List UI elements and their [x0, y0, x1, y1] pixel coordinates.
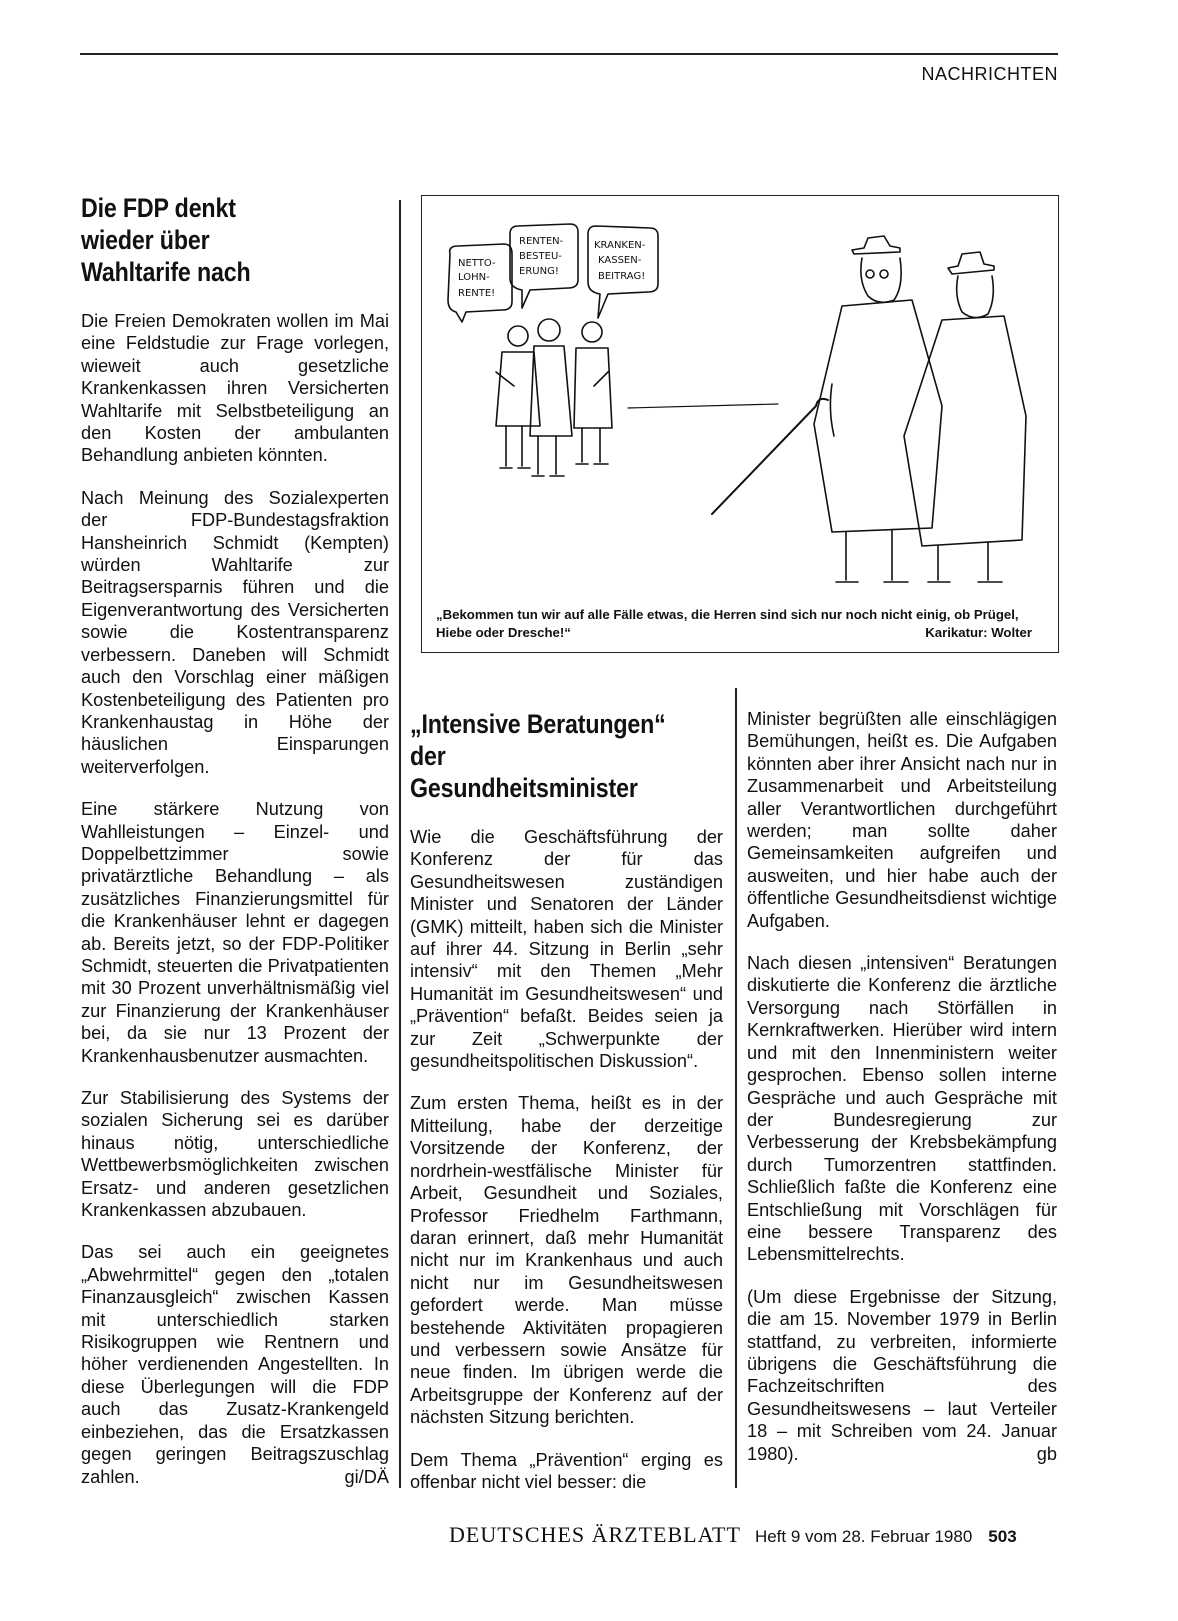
issue-info: Heft 9 vom 28. Februar 1980 [754, 1527, 973, 1546]
paragraph-last [747, 1286, 1057, 1465]
cartoon-caption [436, 606, 1032, 642]
paragraph: Zur Stabilisierung des Systems der sozialen Sicherung sei es darüber hinaus nötig, unterschiedliche Wettbewerbsmöglichkeiten zwischen Ersatz- und anderen gesetzlichen Krankenkassen abzubauen. [81, 1088, 389, 1221]
bubble-1-line: NETTO- [458, 258, 496, 269]
paragraph: Die Freien Demokraten wollen im Mai eine Feldstudie zur Frage vorlegen, wieweit auch gesetzliche Krankenkassen ihren Versicherten Wahltarife mit Selbstbeteiligung an den Kosten der ambulanten Behandlung anbieten könnten. [81, 311, 389, 466]
column-divider [399, 200, 401, 1488]
bubble-2-line: RENTEN- [519, 236, 564, 247]
cartoon-drawing [422, 196, 1058, 596]
article-fdp-headline [81, 192, 346, 288]
doctor-figure-1 [712, 236, 942, 582]
paragraph: Eine stärkere Nutzung von Wahlleistungen – Einzel- und Doppelbettzimmer sowie privatärztliche Behandlung – als zusätzliches Finanzierungsmittel für die Krankenhäuser lehnt er dagegen ab. Bereits jetzt, so der FDP-Politiker Schmidt, steuerten die Privatpatienten mit 30 Prozent unverhältnismäßig viel zur Finanzierung der Krankenhäuser bei, da sie nur 13 Prozent der Krankenhausbenutzer ausmachten. [81, 799, 389, 1066]
bubble-3-line: KRANKEN- [594, 240, 646, 251]
article-gmk-col-2 [747, 708, 1057, 1465]
column-divider [735, 688, 737, 1488]
author-signature: gi/DÄ [344, 1466, 389, 1487]
bubble-1-line: RENTE! [458, 288, 496, 299]
article-gmk-col-1 [410, 708, 723, 1513]
paragraph-last [81, 1241, 389, 1487]
article-gmk-headline [410, 708, 679, 804]
bubble-1-line: LOHN- [458, 272, 490, 283]
page-footer [449, 1522, 1017, 1548]
headline-line: Die FDP denkt [81, 193, 236, 223]
doctor-figure-2 [904, 252, 1026, 582]
bubble-3-line: KASSEN- [598, 255, 642, 266]
paragraph: Minister begrüßten alle einschlägigen Bemühungen, heißt es. Die Aufgaben könnten aber ihrer Ansicht nach nur in Zusammenarbeit und Arbeitsteilung aller Verantwortlichen durchgeführt werden; man sollte daher Gemeinsamkeiten aufgreifen und ausweiten, und hier habe auch der öffentliche Gesundheitsdienst wichtige Aufgaben. [747, 709, 1057, 931]
author-signature: gb [1036, 1443, 1057, 1464]
paragraph: Nach Meinung des Sozialexperten der FDP-Bundestagsfraktion Hansheinrich Schmidt (Kempten) würden Wahltarife zur Beitragsersparnis führen und die Eigenverantwortung des Versicherten sowie die Kostentransparenz verbessern. Daneben will Schmidt auch den Vorschlag einer mäßigen Kostenbeteiligung des Patienten pro Krankenhaustag in Höhe der häuslichen Einsparungen weiterverfolgen. [81, 487, 389, 777]
paragraph-text: Das sei auch ein geeignetes „Abwehrmittel“ gegen den „totalen Finanzausgleich“ zwischen Kassen mit unterschiedlich starken Risikogruppen wie Rentnern und höher verdienenden Angestellten. In diese Überlegungen will die FDP auch das Zusatz-Krankengeld einbeziehen, das die Ersatzkassen gegen geringen Beitragszuschlag zahlen. [81, 1242, 389, 1487]
top-rule [80, 53, 1058, 55]
cartoon-credit: Karikatur: Wolter [925, 625, 1032, 640]
page-number: 503 [988, 1527, 1017, 1546]
sight-line [628, 404, 778, 408]
headline-line: Wahltarife nach [81, 257, 251, 287]
paragraph: Wie die Geschäftsführung der Konferenz der für das Gesundheitswesen zuständigen Minister und Senatoren der Länder (GMK) mitteilt, haben sich die Minister auf ihrer 44. Sitzung in Berlin „sehr intensiv“ mit den Themen „Mehr Humanität im Gesundheitswesen“ und „Prävention“ befaßt. Beides seien ja zur Zeit „Schwerpunkte der gesundheitspolitischen Diskussion“. [410, 827, 723, 1072]
paragraph-text: (Um diese Ergebnisse der Sitzung, die am 15. November 1979 in Berlin stattfand, zu verbreiten, informierte übrigens die Geschäftsführung die Fachzeitschriften des Gesundheitswesens – laut Verteiler 18 – mit Schreiben vom 24. Januar 1980). [747, 1286, 1057, 1464]
headline-line: der Gesundheitsminister [410, 741, 638, 803]
cartoon [421, 195, 1059, 653]
article-fdp [81, 192, 389, 1488]
paragraph: Zum ersten Thema, heißt es in der Mitteilung, habe der derzeitige Vorsitzende der Konferenz, der nordrhein-westfälische Minister für Arbeit, Gesundheit und Soziales, Professor Friedhelm Farthmann, daran erinnert, daß mehr Humanität nicht nur im Krankenhaus und auch nicht nur im Gesundheitswesen gefordert werde. Man müsse bestehende Aktivitäten propagieren und verbessern sowie Ansätze für neue finden. Im übrigen werde die Arbeitsgruppe der Konferenz auf der nächsten Sitzung berichten. [410, 1093, 723, 1428]
headline-line: „Intensive Beratungen“ [410, 709, 666, 739]
caption-text: „Bekommen tun wir auf alle Fälle etwas, die Herren sind sich nur noch nicht einig, ob Prügel, Hiebe oder Dresche!“ [436, 607, 1019, 640]
magazine-name: DEUTSCHES ÄRZTEBLATT [449, 1522, 741, 1547]
bubble-3-line: BEITRAG! [598, 271, 646, 282]
paragraph: Dem Thema „Prävention“ erging es offenbar nicht viel besser: die [410, 1449, 723, 1492]
headline-line: wieder über [81, 225, 210, 255]
bubble-2-line: ERUNG! [519, 266, 559, 277]
paragraph: Nach diesen „intensiven“ Beratungen diskutierte die Konferenz die ärztliche Versorgung nach Störfällen in Kernkraftwerken. Hierüber wird intern und mit den Innenministern weiter gesprochen. Ebenso sollen interne Gespräche und auch Gespräche mit der Bundesregierung zur Verbesserung der Krebsbekämpfung durch Tumorzentren stattfinden. Schließlich faßte die Konferenz eine Entschließung mit Vorschlägen für eine bessere Transparenz des Lebensmittelrechts. [747, 953, 1057, 1265]
section-label: NACHRICHTEN [921, 64, 1058, 84]
bubble-2-line: BESTEU- [519, 251, 562, 262]
speech-bubble-1 [448, 244, 512, 322]
small-politicians-figure [496, 319, 612, 476]
